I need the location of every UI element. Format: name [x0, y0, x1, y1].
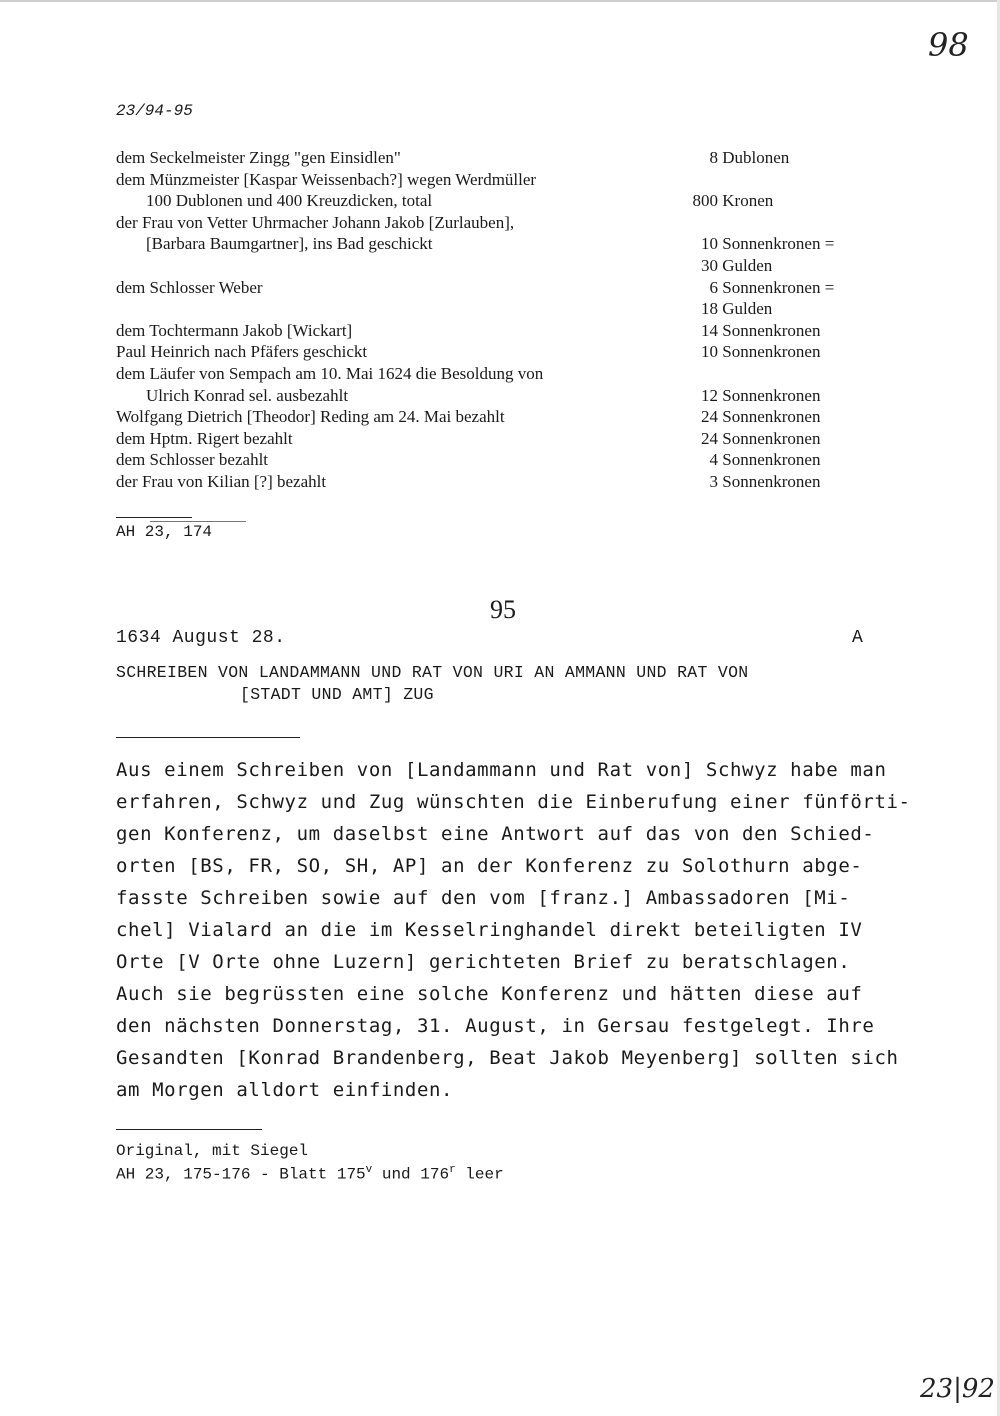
ledger-amount-number: 3	[709, 472, 718, 491]
ledger-amount	[690, 191, 773, 211]
footnote-source-prefix: AH 23, 175-176 - Blatt 175	[116, 1165, 366, 1184]
document-type-letter: A	[852, 628, 863, 648]
ledger-amount	[690, 148, 789, 168]
ledger-amount-number: 4	[709, 450, 718, 470]
ledger-description: dem Hptm. Rigert bezahlt	[116, 428, 293, 448]
summary-line: orten [BS, FR, SO, SH, AP] an der Konferenz zu Solothurn abge-	[116, 855, 863, 877]
ledger-amount-unit: Sonnenkronen	[718, 472, 821, 491]
summary-line: erfahren, Schwyz und Zug wünschten die Einberufung einer fünförti-	[116, 791, 911, 813]
summary-line: Auch sie begrüssten eine solche Konferenz und hätten diese auf	[116, 983, 863, 1005]
ledger-amount-number: 24	[701, 407, 718, 427]
summary-line: fasste Schreiben sowie auf den vom [franz.] Ambassadoren [Mi-	[116, 887, 851, 909]
summary-line: Gesandten [Konrad Brandenberg, Beat Jakob Meyenberg] sollten sich	[116, 1047, 899, 1069]
ledger-row	[116, 342, 876, 363]
source-ref-overline	[150, 521, 246, 522]
ledger-amount	[690, 299, 772, 319]
footnote-source-suffix: leer	[455, 1165, 504, 1184]
ledger-row	[116, 191, 876, 212]
summary-line: gen Konferenz, um daselbst eine Antwort auf das von den Schied-	[116, 823, 875, 845]
ledger-row	[116, 472, 876, 493]
ledger-description: der Frau von Vetter Uhrmacher Johann Jakob [Zurlauben],	[116, 212, 515, 232]
ledger-amount-number: 12	[701, 385, 718, 405]
document-heading-line-2: [STADT UND AMT] ZUG	[240, 685, 434, 704]
ledger-row	[116, 148, 876, 169]
footnote-source-mid: und 176	[372, 1165, 450, 1184]
footnote-original: Original, mit Siegel	[116, 1142, 309, 1160]
document-heading-line-1: SCHREIBEN VON LANDAMMANN UND RAT VON URI AN AMMANN UND RAT VON	[116, 663, 749, 682]
ledger-amount-number: 800	[692, 191, 718, 211]
ledger-amount-unit: Sonnenkronen =	[718, 234, 835, 254]
ledger-description: Wolfgang Dietrich [Theodor] Reding am 24. Mai bezahlt	[116, 407, 505, 427]
ledger-amount-number: 10	[701, 234, 718, 254]
ledger-amount-number: 30	[701, 256, 718, 275]
separator-rule-1	[116, 517, 192, 518]
ledger-description: der Frau von Kilian [?] bezahlt	[116, 472, 327, 491]
ledger-amount-unit: Sonnenkronen	[718, 320, 821, 340]
ledger-amount	[690, 342, 820, 362]
ledger-row	[116, 321, 876, 342]
ledger-amount-unit: Sonnenkronen =	[718, 277, 835, 297]
document-number: 95	[490, 595, 516, 624]
ledger-description: dem Schlosser Weber	[116, 277, 263, 297]
ledger-description: 100 Dublonen und 400 Kreuzdicken, total	[146, 191, 433, 211]
ledger-description: [Barbara Baumgartner], ins Bad geschickt	[146, 234, 433, 254]
ledger-row	[116, 364, 876, 385]
ledger-amount	[690, 234, 834, 254]
ledger-amount-unit: Gulden	[718, 299, 773, 319]
footnote-recto-mark: r	[449, 1164, 456, 1176]
ledger-amount-unit: Sonnenkronen	[718, 342, 821, 362]
ledger-amount-unit: Kronen	[718, 191, 774, 211]
ledger-amount	[690, 321, 820, 341]
ledger-description: dem Münzmeister [Kaspar Weissenbach?] wegen Werdmüller	[116, 169, 537, 189]
ledger-row	[116, 170, 876, 191]
separator-rule-2	[116, 737, 300, 738]
ledger-amount-number: 8	[709, 148, 718, 167]
ledger-amount	[690, 386, 820, 406]
ledger-amount-number: 6	[709, 277, 718, 297]
ledger-amount-unit: Sonnenkronen	[718, 428, 821, 448]
ledger-amount	[690, 278, 834, 298]
ledger-description: dem Tochtermann Jakob [Wickart]	[116, 320, 353, 340]
ledger-amount	[690, 407, 820, 427]
ledger-row	[116, 213, 876, 234]
separator-rule-3	[116, 1129, 262, 1130]
ledger-amount-unit: Gulden	[718, 256, 773, 275]
ledger-description: dem Schlosser bezahlt	[116, 450, 269, 470]
ledger-row	[116, 450, 876, 471]
ledger-amount-number: 10	[701, 342, 718, 362]
scan-top-edge	[0, 0, 1000, 2]
summary-line: chel] Vialard an die im Kesselringhandel direkt beteiligten IV	[116, 919, 863, 941]
ledger-amount-unit: Dublonen	[718, 148, 790, 167]
ledger-amount	[690, 429, 820, 449]
footnote-source	[116, 1164, 504, 1183]
handwritten-archive-number: 23|92	[920, 1374, 995, 1404]
ledger-description: dem Seckelmeister Zingg "gen Einsidlen"	[116, 148, 401, 167]
ledger-row	[116, 234, 876, 255]
summary-line: den nächsten Donnerstag, 31. August, in Gersau festgelegt. Ihre	[116, 1015, 875, 1037]
summary-line: am Morgen alldort einfinden.	[116, 1079, 454, 1101]
footnote-verso-mark: v	[365, 1164, 373, 1176]
ledger-description: dem Läufer von Sempach am 10. Mai 1624 die Besoldung von	[116, 364, 544, 383]
ledger-amount-number: 24	[701, 428, 718, 448]
ledger-description: Ulrich Konrad sel. ausbezahlt	[146, 385, 349, 405]
summary-line: Orte [V Orte ohne Luzern] gerichteten Brief zu beratschlagen.	[116, 951, 851, 973]
ledger-amount	[690, 472, 820, 492]
ledger-amount	[690, 450, 820, 470]
summary-line: Aus einem Schreiben von [Landammann und Rat von] Schwyz habe man	[116, 759, 887, 781]
ledger-amount-number: 14	[701, 320, 718, 340]
ledger-amount-number: 18	[701, 299, 718, 319]
ledger-row	[116, 256, 876, 277]
ledger-amount-unit: Sonnenkronen	[718, 407, 821, 427]
summary-paragraph	[116, 754, 911, 1106]
ledger-row	[116, 278, 876, 299]
ledger-amount-unit: Sonnenkronen	[718, 450, 821, 470]
source-reference-1: AH 23, 174	[116, 523, 213, 541]
ledger-amount-unit: Sonnenkronen	[718, 385, 821, 405]
archive-reference: 23/94-95	[116, 102, 193, 120]
ledger-row	[116, 299, 876, 320]
document-date: 1634 August 28.	[116, 628, 286, 648]
ledger-row	[116, 386, 876, 407]
handwritten-page-number: 98	[928, 26, 969, 64]
ledger-row	[116, 429, 876, 450]
ledger-row	[116, 407, 876, 428]
ledger-description: Paul Heinrich nach Pfäfers geschickt	[116, 342, 368, 362]
ledger-amount	[690, 256, 772, 276]
